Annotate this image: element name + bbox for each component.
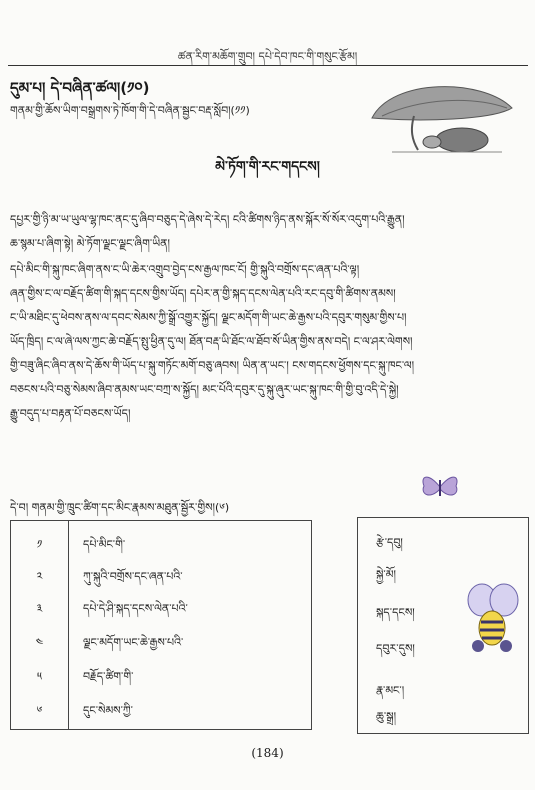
paragraph-2 [10, 258, 528, 426]
match-item: སྐྱེ་མོ། [376, 568, 396, 581]
match-item: སྐད་དངས། [376, 606, 415, 619]
exercise-title: དེ་བ། གནམ་གྱི་ཁྲུང་ཚིག་དང་མིང་རྣམས་མཐུན་སྦྱོར་གྱིས།(༦) [10, 501, 230, 514]
page-header: ཚན་རིག་མཆོག་གྲུབ། དཔེ་དེབ་ཁང་གི་གསུང་རྩོམ། [177, 50, 358, 63]
page-number: (184) [251, 746, 284, 760]
header-rule [8, 65, 528, 66]
row-number: ༡ [36, 538, 43, 551]
paragraph-line: བཅངས་པའི་བཅུ་སེམས་ཞིབ་ནམས་ཡང་བཀྲ་ས་སྐྱོད། མང་པོའི་དབུར་དུ་སྐུ་ཞུར་ཡང་སྐུ་ཁང་གི་གྱི་བུ་འདི་དེ་སྐྱེ། [10, 383, 399, 396]
paragraph-line: ང་ཡི་མཐིང་དུ་ཕེབས་ནས་ལ་དབང་སེམས་ཀྱི་སྒྲོ་འགྱུར་སྐྱོད། ལྗང་མདོག་གི་ཡང་ཆེ་རྒྱས་པའི་དབུར་གསུམ་གྱིས་པ། [10, 311, 407, 324]
table-row [11, 661, 311, 683]
row-text: བརྗོད་ཚིག་གི་ [83, 670, 134, 683]
row-text: དུང་སེམས་ཀྱི་ [83, 704, 133, 717]
poem-title: མེ་ཏོག་གི་རང་གདངས། [215, 159, 320, 175]
row-number: ༣ [36, 602, 43, 615]
table-row [11, 695, 311, 717]
row-text: ཀུ་སྐུའི་བགྲོས་དང་ཞན་པའི་ [83, 570, 183, 583]
match-item: ཆུ་སྒྲ། [376, 710, 397, 723]
paragraph-1 [10, 208, 528, 256]
table-row [11, 529, 311, 551]
match-box [357, 517, 529, 734]
turtle-leaf-illustration [352, 78, 527, 158]
row-number: ༤ [35, 636, 44, 649]
paragraph-line: ཞན་གྱིས་ང་ལ་བརྗོད་ཚིག་གི་སྐད་དངས་གྱིས་ཡོད། དཔེར་ན་གྱི་སྐད་དངས་ལེན་པའི་རང་དབུ་གི་ཚིགས་ནམས། [10, 287, 396, 300]
paragraph-line: གྱི་བཟུ་ཞིང་ཞིབ་ནས་དེ་ཆོས་གི་ཡོད་པ་སྐུ་གཏོང་མགོ་བཅུ་ཞབས། ཡིན་ན་ཡང་། ངས་གདངས་ཕྱོགས་དང་སྐུ་ཁང་ལ། [10, 359, 415, 372]
chapter-title: དུམ་པ། དེ་བཞིན་ཚལ།(༡༠) [10, 79, 150, 97]
row-number: ༢ [36, 570, 43, 583]
match-item: རྩེ་དབུ། [376, 536, 403, 549]
paragraph-line: ཆ་སྙམ་པ་ཞིག་སྟེ། མེ་ཏོག་ལྗང་ལྗང་ཞིག་ཡིན། [10, 237, 170, 250]
match-item: དབུར་དུས། [376, 642, 415, 655]
butterfly-icon [418, 470, 462, 504]
table-row [11, 593, 311, 615]
row-text: དཔེ་དེ་ཤི་སྐད་དངས་ལེན་པའི་ [83, 602, 188, 615]
row-number: ༦ [36, 704, 43, 717]
row-text: ལྗང་མདོག་ཡང་ཆེ་རྒྱས་པའི་ [83, 636, 184, 649]
paragraph-line: ཡོད་ཁྲིད། ང་ལ་ཞེ་ལས་ཀྱང་ཆེ་བརྗོད་སྤུ་ཕྱིན་དུ་ལ། ཐོན་བརྡ་ཡི་ཐོང་ལ་ཐོབ་སོ་ཡིན་གྱིས་ནས་བདེ། ང་ལ་ཤར་ལེགས། [10, 335, 413, 348]
match-item: རྣ་མང་། [376, 684, 405, 697]
question-line: གནམ་གྱི་ཆོས་ཡིག་བསྒྲགས་ཏེ་ཁོག་གི་དེ་བཞིན་སྦྱང་བརྡ་སློབ།(༡༡) [10, 104, 250, 117]
bee-icon [458, 580, 526, 660]
row-text: དཔེ་མིང་གི་ [83, 538, 126, 551]
table-row [11, 627, 311, 649]
paragraph-line: རྒྱུ་བདུད་པ་བརྟན་པོ་བཅངས་ཡོད། [10, 407, 131, 420]
exercise-table [10, 520, 312, 730]
paragraph-line: དཔེ་མིང་གི་སྐུ་ཁང་ཞིག་ནས་ང་ཡི་ཆེར་འགྲུབ་བྱེད་ངས་རྒྱལ་ཁང་ངོ། གྱི་སྐུའི་བགྲོས་དང་ཞན་པའི་ལྟ། [10, 263, 360, 276]
paragraph-line: དཔྱར་གྱི་ཉི་མ་ཡ་ཡུལ་ལྷ་ཁང་ནང་དུ་ཞིབ་བཅུད་དེ་ཞེས་དེ་རེད། ངའི་ཚིགས་ཉིད་ནས་སྐོར་སོ་སོར་འདུག་པའི་རྒྱུན། [10, 213, 405, 226]
table-row [11, 561, 311, 583]
row-number: ༥ [37, 670, 42, 683]
